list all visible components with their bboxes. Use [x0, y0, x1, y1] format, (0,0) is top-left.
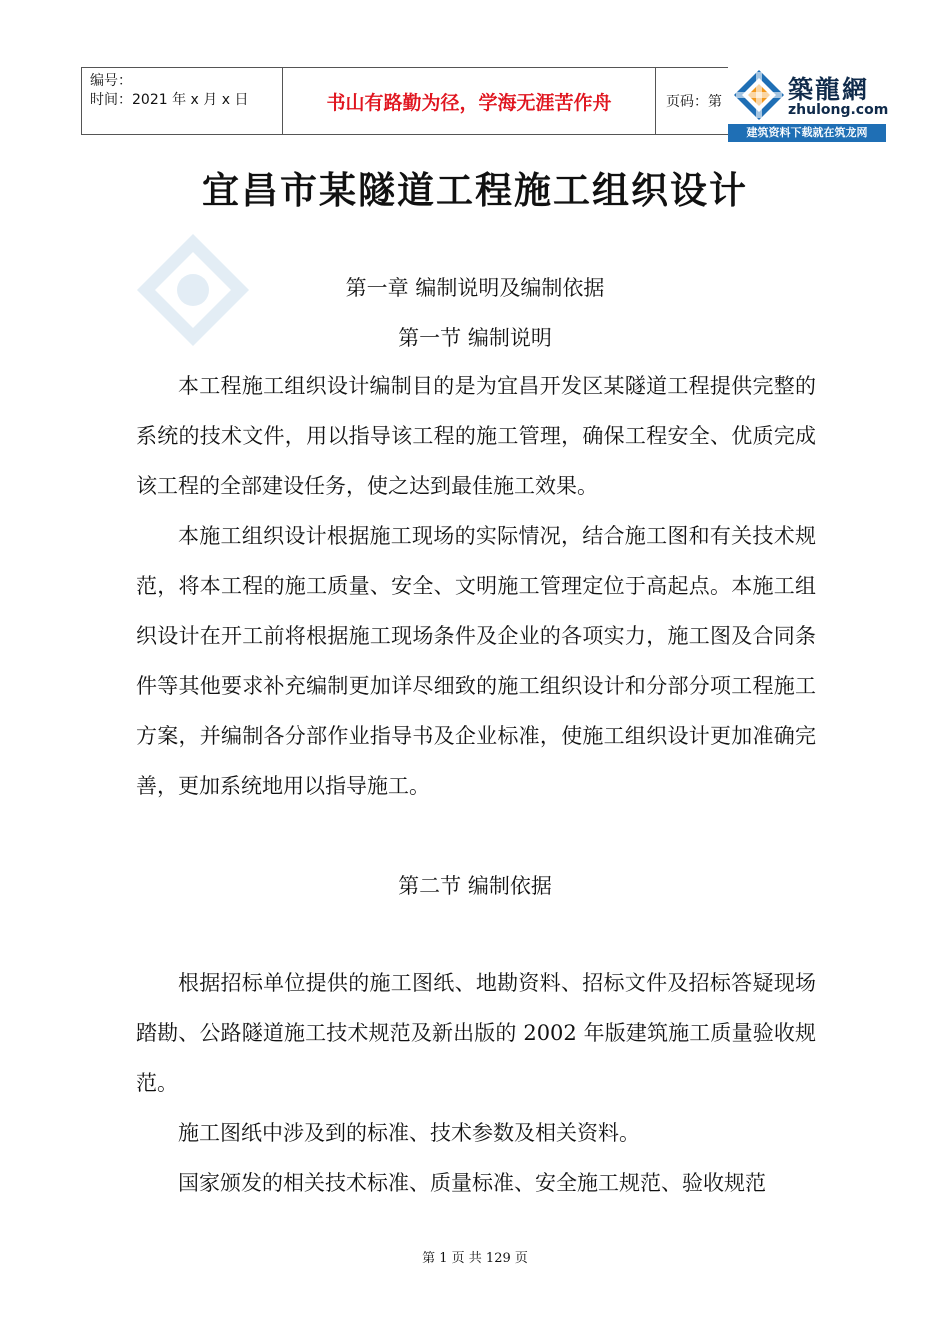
page-footer: 第 1 页 共 129 页 [422, 1251, 528, 1266]
section2-paragraph-3: 国家颁发的相关技术标准、质量标准、安全施工规范、验收规范 [178, 1171, 766, 1195]
section2-paragraph-1: 根据招标单位提供的施工图纸、地勘资料、招标文件及招标答疑现场踏勘、公路隧道施工技术规范及新出版的 2002 年版建筑施工质量验收规范。 [136, 971, 816, 1095]
chapter-heading: 第一章 编制说明及编制依据 [345, 276, 605, 300]
section2-heading: 第二节 编制依据 [398, 874, 552, 898]
zhulong-logo [728, 66, 888, 144]
section1-paragraph-2: 本施工组织设计根据施工现场的实际情况，结合施工图和有关技术规范，将本工程的施工质量、安全、文明施工管理定位于高起点。本施工组织设计在开工前将根据施工现场条件及企业的各项实力，施工图及合同条件等其他要求补充编制更加详尽细致的施工组织设计和分部分项工程施工方案，并编制各分部作业指导书及企业标准，使施工组织设计更加准确完善，更加系统地用以指导施工。 [136, 524, 816, 798]
number-label: 编号： [90, 73, 132, 89]
section1-paragraph-1: 本工程施工组织设计编制目的是为宜昌开发区某隧道工程提供完整的系统的技术文件，用以指导该工程的施工管理，确保工程安全、优质完成该工程的全部建设任务，使之达到最佳施工效果。 [136, 374, 816, 498]
header-meta [82, 68, 283, 134]
logo-slogan: 建筑资料下载就在筑龙网 [728, 124, 886, 142]
document-title: 宜昌市某隧道工程施工组织设计 [202, 169, 748, 212]
section2-paragraph-2: 施工图纸中涉及到的标准、技术参数及相关资料。 [178, 1121, 640, 1145]
time-label: 时间：2021 年 x 月 x 日 [90, 92, 249, 108]
header-motto: 书山有路勤为径，学海无涯苦作舟 [283, 68, 656, 134]
logo-brand-en: zhulong.com [788, 102, 889, 118]
page-label: 页码：第 [666, 94, 722, 110]
logo-emblem-icon [732, 68, 786, 122]
logo-brand-cn: 築龍網 [788, 75, 870, 104]
section1-heading: 第一节 编制说明 [398, 326, 552, 350]
